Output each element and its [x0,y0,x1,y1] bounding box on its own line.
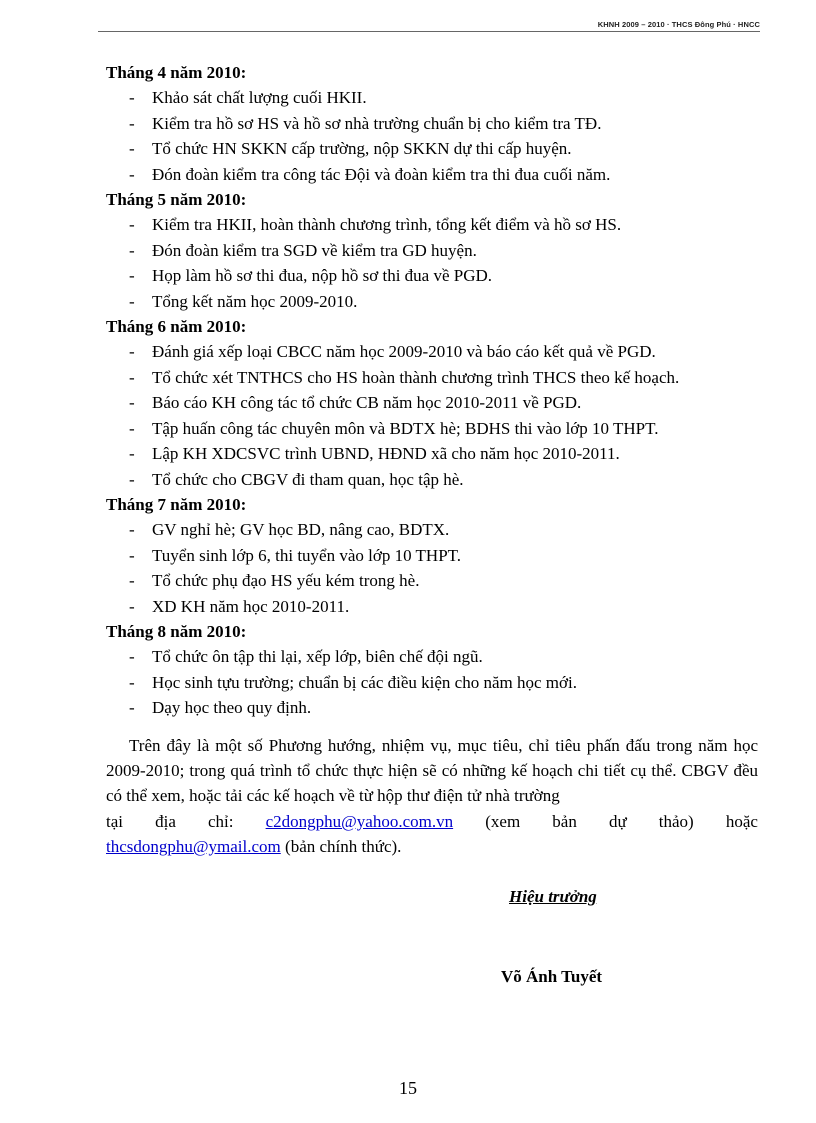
list-item [106,339,758,364]
closing-word: dự [608,811,627,831]
closing-word: bản [552,811,577,831]
dash-bullet-icon: - [129,240,135,260]
month-title: Tháng 5 năm 2010: [106,190,247,210]
closing-word: hoặc [725,811,758,831]
list-item-text: Học sinh tựu trường; chuẩn bị các điều kiện cho năm học mới. [152,672,577,692]
task-list [106,644,758,720]
list-item [106,467,758,492]
list-item [106,238,758,263]
month-title: Tháng 6 năm 2010: [106,317,247,337]
list-item-text: XD KH năm học 2010-2011. [152,596,350,616]
closing-word: địa [155,811,176,831]
list-item-text: Tập huấn công tác chuyên môn và BDTX hè; BDHS thi vào lớp 10 THPT. [152,418,659,438]
dash-bullet-icon: - [129,418,135,438]
list-item [106,289,758,314]
monthly-plan [106,60,758,721]
dash-bullet-icon: - [129,291,135,311]
dash-bullet-icon: - [129,367,135,387]
dash-bullet-icon: - [129,571,135,591]
list-item [106,162,758,187]
month-section [106,187,758,314]
dash-bullet-icon: - [129,88,135,108]
list-item-text: Đón đoàn kiểm tra SGD về kiểm tra GD huyện. [152,240,477,260]
page-header: KHNH 2009 – 2010 · THCS Đông Phú · HNCC [597,20,760,29]
list-item-text: Tổ chức xét TNTHCS cho HS hoàn thành chương trình THCS theo kế hoạch. [152,367,680,387]
dash-bullet-icon: - [129,342,135,362]
dash-bullet-icon: - [129,139,135,159]
dash-bullet-icon: - [129,215,135,235]
month-section [106,492,758,619]
list-item-text: Lập KH XDCSVC trình UBND, HĐND xã cho năm học 2010-2011. [152,444,620,464]
list-item-text: Tổng kết năm học 2009-2010. [152,291,358,311]
task-list [106,212,758,314]
signature-name: Võ Ánh Tuyết [501,967,603,986]
list-item-text: Dạy học theo quy định. [152,698,312,718]
list-item [106,111,758,136]
list-item [106,136,758,161]
dash-bullet-icon: - [129,520,135,540]
list-item-text: Đánh giá xếp loại CBCC năm học 2009-2010 và báo cáo kết quả về PGD. [152,342,656,362]
list-item [106,263,758,288]
list-item [106,568,758,593]
dash-bullet-icon: - [129,164,135,184]
list-item [106,644,758,669]
list-item [106,212,758,237]
list-item-text: Tổ chức HN SKKN cấp trường, nộp SKKN dự thi cấp huyện. [152,139,572,159]
list-item-text: Báo cáo KH công tác tổ chức CB năm học 2010-2011 về PGD. [152,393,582,413]
list-item [106,695,758,720]
list-item-text: GV nghỉ hè; GV học BD, nâng cao, BDTX. [152,520,450,540]
dash-bullet-icon: - [129,545,135,565]
list-item-text: Khảo sát chất lượng cuối HKII. [152,88,367,108]
dash-bullet-icon: - [129,469,135,489]
list-item-text: Kiểm tra HKII, hoàn thành chương trình, tổng kết điểm và hồ sơ HS. [152,215,622,235]
list-item [106,517,758,542]
closing-text: Trên đây là một số Phương hướng, nhiệm vụ, mục tiêu, chỉ tiêu phấn đấu trong năm học 2009-2010; trong quá trình tổ chức thực hiện sẽ có những kế hoạch chi tiết cụ thể. CBGV đều có thể xem, hoặc tải các kế hoạch về từ hộp thư điện tử nhà trường [106,735,758,806]
list-item [106,416,758,441]
list-item [106,594,758,619]
dash-bullet-icon: - [129,698,135,718]
signature-title: Hiệu trưởng [509,887,597,906]
list-item [106,85,758,110]
dash-bullet-icon: - [129,672,135,692]
header-divider [98,31,760,32]
task-list [106,517,758,619]
list-item-text: Tổ chức phụ đạo HS yếu kém trong hè. [152,571,420,591]
month-title: Tháng 8 năm 2010: [106,621,247,641]
list-item-text: Tổ chức ôn tập thi lại, xếp lớp, biên chế đội ngũ. [152,647,483,667]
dash-bullet-icon: - [129,596,135,616]
closing-word: tại [106,811,123,831]
month-title: Tháng 7 năm 2010: [106,494,247,514]
month-section [106,619,758,721]
closing-paragraph [106,733,758,860]
list-item-text: Kiểm tra hồ sơ HS và hồ sơ nhà trường chuẩn bị cho kiểm tra TĐ. [152,113,602,133]
dash-bullet-icon: - [129,647,135,667]
list-item-text: Tuyển sinh lớp 6, thi tuyển vào lớp 10 THPT. [152,545,462,565]
dash-bullet-icon: - [129,393,135,413]
closing-text-end: (bản chính thức). [280,837,402,857]
task-list [106,339,758,491]
month-title: Tháng 4 năm 2010: [106,63,247,82]
dash-bullet-icon: - [129,266,135,286]
list-item-text: Đón đoàn kiểm tra công tác Đội và đoàn kiểm tra thi đua cuối năm. [152,164,611,184]
list-item [106,365,758,390]
list-item-text: Tổ chức cho CBGV đi tham quan, học tập hè. [152,469,464,489]
closing-word: chỉ: [208,811,234,831]
email-link-ymail[interactable]: thcsdongphu@ymail.com [106,837,281,857]
closing-word: (xem [485,811,521,831]
list-item [106,390,758,415]
list-item [106,670,758,695]
list-item-text: Họp làm hồ sơ thi đua, nộp hồ sơ thi đua về PGD. [152,266,493,286]
document-body [106,60,758,860]
closing-word: thảo) [658,811,694,831]
closing-last-line [106,834,758,859]
dash-bullet-icon: - [129,444,135,464]
list-item [106,441,758,466]
list-item [106,543,758,568]
month-section [106,314,758,492]
dash-bullet-icon: - [129,113,135,133]
task-list [106,85,758,187]
month-section [106,60,758,187]
email-link-yahoo[interactable]: c2dongphu@yahoo.com.vn [265,811,454,831]
closing-address-line [106,809,758,834]
page-number: 15 [399,1078,417,1098]
